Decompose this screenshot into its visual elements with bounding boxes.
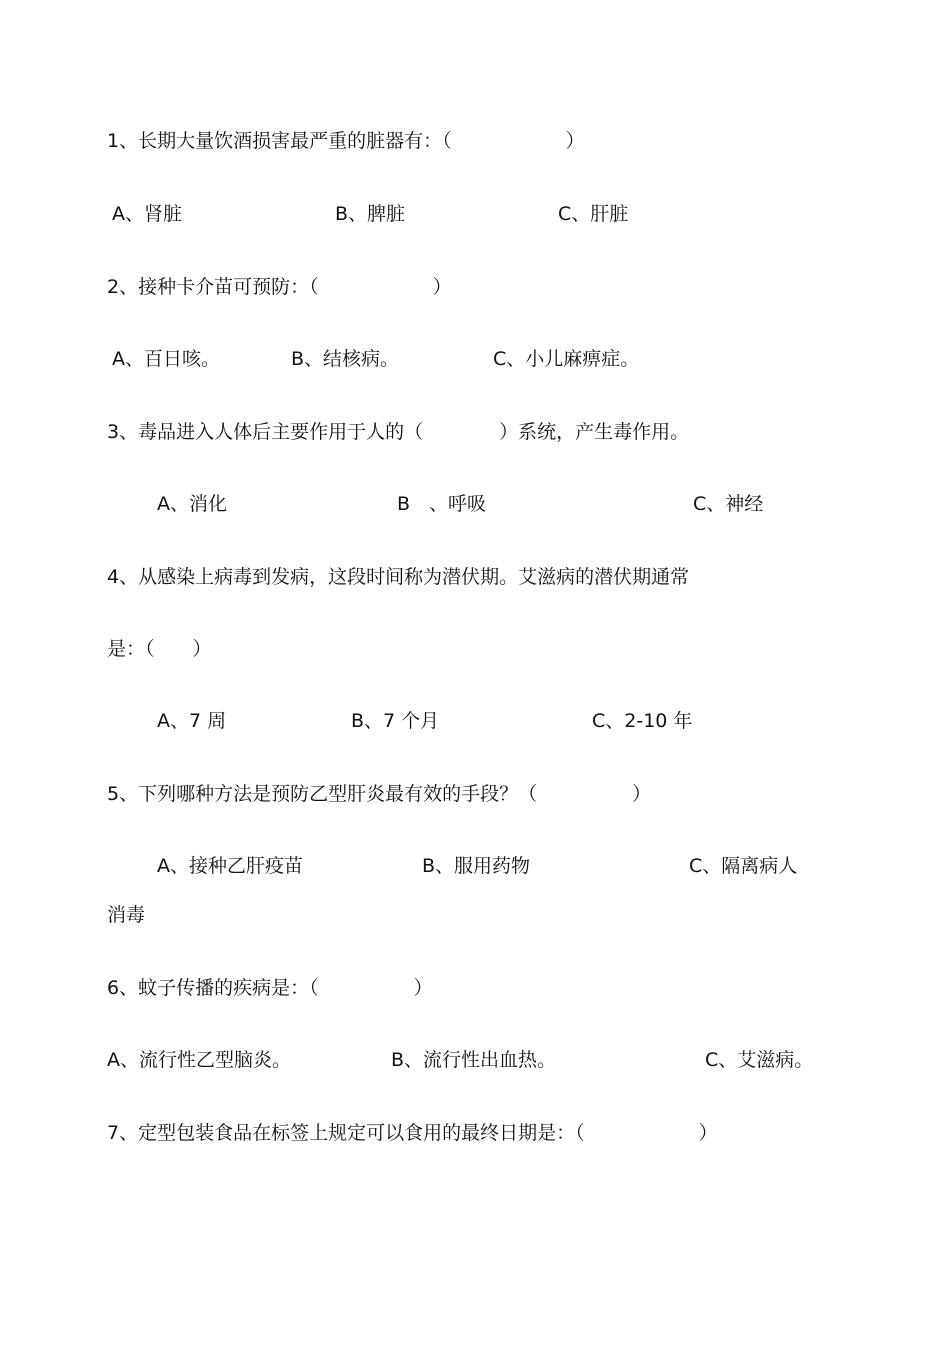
question-1: 1、长期大量饮酒损害最严重的脏器有：（ ） <box>107 130 585 152</box>
q5-option-c: C、隔离病人 <box>689 855 798 877</box>
q6-option-c: C、艾滋病。 <box>705 1049 814 1071</box>
q3-option-c: C、神经 <box>693 493 764 515</box>
question-4: 4、从感染上病毒到发病，这段时间称为潜伏期。艾滋病的潜伏期通常 <box>107 566 690 588</box>
question-4-continued: 是：（ ） <box>107 638 212 660</box>
q4-option-a: A、7 周 <box>157 710 227 732</box>
q5-option-b: B、服用药物 <box>422 855 531 877</box>
q5-option-c-continued: 消毒 <box>107 904 146 926</box>
q1-option-a: A、肾脏 <box>112 203 182 225</box>
q2-option-c: C、小儿麻痹症。 <box>493 348 640 370</box>
q3-option-b: B 、呼吸 <box>397 493 487 515</box>
q3-option-a: A、消化 <box>157 493 227 515</box>
question-2: 2、接种卡介苗可预防：（ ） <box>107 276 452 298</box>
q4-option-c: C、2-10 年 <box>592 710 693 732</box>
question-3: 3、毒品进入人体后主要作用于人的（ ）系统，产生毒作用。 <box>107 421 690 443</box>
q2-option-b: B、结核病。 <box>291 348 400 370</box>
question-7: 7、定型包装食品在标签上规定可以食用的最终日期是：（ ） <box>107 1122 718 1144</box>
q2-option-a: A、百日咳。 <box>112 348 220 370</box>
q4-option-b: B、7 个月 <box>351 710 440 732</box>
question-5: 5、下列哪种方法是预防乙型肝炎最有效的手段？（ ） <box>107 783 652 805</box>
q1-option-c: C、肝脏 <box>558 203 629 225</box>
q5-option-a: A、接种乙肝疫苗 <box>157 855 303 877</box>
question-6: 6、蚊子传播的疾病是：（ ） <box>107 977 433 999</box>
q1-option-b: B、脾脏 <box>335 203 406 225</box>
q6-option-a: A、流行性乙型脑炎。 <box>107 1049 291 1071</box>
q6-option-b: B、流行性出血热。 <box>391 1049 557 1071</box>
